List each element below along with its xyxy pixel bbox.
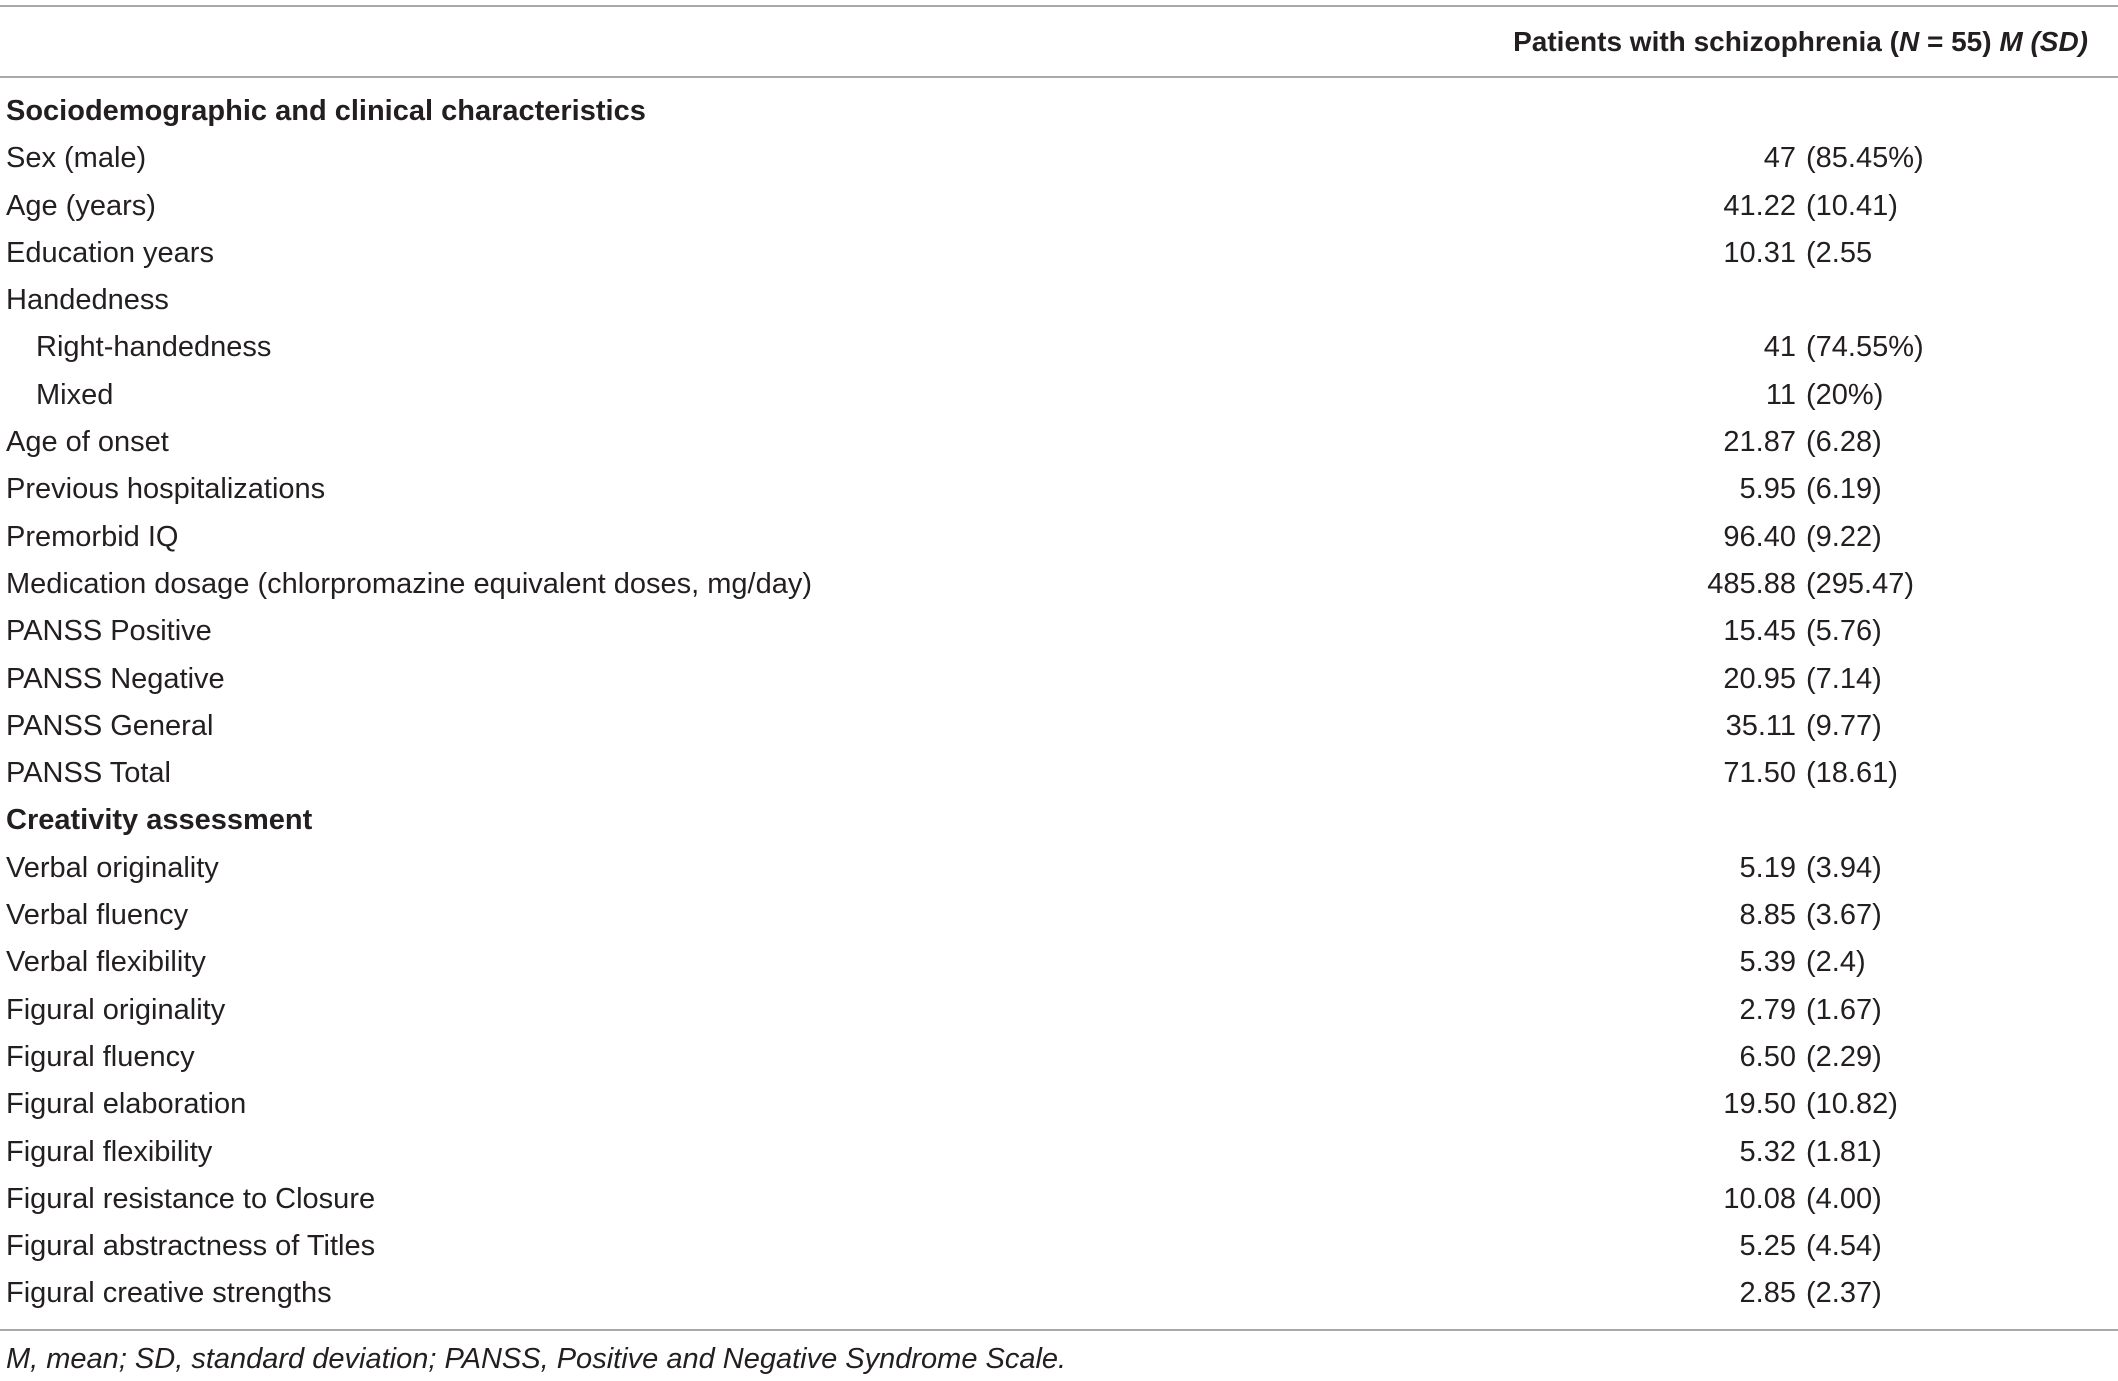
- row-value: [1600, 230, 1960, 277]
- row-value: [1600, 1270, 1960, 1317]
- table-row: [0, 608, 2118, 655]
- table-row: [0, 1129, 2118, 1176]
- row-sd: (6.28): [1806, 426, 1882, 459]
- table-row: [0, 1034, 2118, 1081]
- row-label: Education years: [6, 236, 214, 269]
- row-sd: (2.29): [1806, 1040, 1882, 1073]
- row-label: Verbal fluency: [6, 899, 189, 932]
- row-mean: 20.95: [1723, 662, 1796, 695]
- row-label: PANSS Total: [6, 757, 171, 790]
- row-value: [1600, 608, 1960, 655]
- row-mean: 6.50: [1739, 1040, 1796, 1073]
- section-header-row: [0, 797, 2118, 844]
- row-label: Figural creative strengths: [6, 1277, 332, 1310]
- row-label: Previous hospitalizations: [6, 473, 326, 506]
- row-sd: (3.67): [1806, 899, 1882, 932]
- row-value: [1600, 1034, 1960, 1081]
- table-row: [0, 230, 2118, 277]
- row-mean: 10.31: [1723, 236, 1796, 269]
- row-mean: 41.22: [1723, 189, 1796, 222]
- row-sd: (9.77): [1806, 709, 1882, 742]
- table-row: [0, 419, 2118, 466]
- section-title: Creativity assessment: [6, 804, 313, 837]
- section-title: Sociodemographic and clinical characteristics: [6, 95, 646, 127]
- row-sd: (85.45%): [1806, 142, 1924, 175]
- row-mean: 485.88: [1707, 567, 1796, 600]
- row-value: [1600, 561, 1960, 608]
- row-mean: 2.85: [1739, 1277, 1796, 1310]
- row-sd: (1.81): [1806, 1135, 1882, 1168]
- table-row: [0, 1176, 2118, 1223]
- row-label: Right-handedness: [36, 331, 272, 364]
- row-mean: 19.50: [1723, 1088, 1796, 1121]
- row-label: Figural flexibility: [6, 1135, 213, 1168]
- row-mean: 35.11: [1725, 709, 1796, 742]
- top-rule: [0, 5, 2118, 7]
- row-label: Premorbid IQ: [6, 520, 179, 553]
- row-sd: (6.19): [1806, 473, 1882, 506]
- row-label: Sex (male): [6, 142, 147, 175]
- table-row: [0, 466, 2118, 513]
- table-row: [0, 892, 2118, 939]
- table-row: [0, 514, 2118, 561]
- row-sd: (295.47): [1806, 567, 1915, 600]
- row-value: [1600, 703, 1960, 750]
- table-row: [0, 1081, 2118, 1128]
- row-label: Figural abstractness of Titles: [6, 1230, 376, 1263]
- row-value: [1600, 1176, 1960, 1223]
- row-sd: (4.54): [1806, 1230, 1882, 1263]
- row-mean: 21.87: [1723, 426, 1796, 459]
- row-sd: (3.94): [1806, 851, 1882, 884]
- row-mean: 5.32: [1739, 1135, 1796, 1168]
- row-label: PANSS General: [6, 709, 214, 742]
- row-value: [1600, 656, 1960, 703]
- row-value: [1600, 514, 1960, 561]
- row-sd: (18.61): [1806, 757, 1898, 790]
- row-mean: 11: [1765, 378, 1796, 411]
- row-mean: 10.08: [1723, 1182, 1796, 1215]
- row-label: Medication dosage (chlorpromazine equivalent doses, mg/day): [6, 567, 812, 600]
- row-label: Verbal flexibility: [6, 946, 206, 979]
- row-value: [1600, 1129, 1960, 1176]
- bottom-rule: [0, 1329, 2118, 1331]
- column-header-n: N: [1898, 26, 1920, 57]
- table-row: [0, 135, 2118, 182]
- row-sd: (10.41): [1806, 189, 1898, 222]
- row-label: Age of onset: [6, 426, 169, 459]
- row-sd: (2.4): [1806, 946, 1866, 979]
- row-value: [1600, 135, 1960, 182]
- row-label: Handedness: [6, 284, 169, 317]
- row-label: Figural fluency: [6, 1040, 195, 1073]
- row-value: [1600, 324, 1960, 371]
- row-mean: 5.39: [1739, 946, 1796, 979]
- column-header-stat: M (SD): [1999, 26, 2088, 57]
- row-value: [1600, 892, 1960, 939]
- table-body: [0, 88, 2118, 1318]
- row-sd: (2.55: [1806, 236, 1873, 269]
- row-mean: 2.79: [1739, 993, 1796, 1026]
- row-sd: (10.82): [1806, 1088, 1898, 1121]
- table-row: [0, 703, 2118, 750]
- row-label: PANSS Positive: [6, 615, 212, 648]
- table-footnote: M, mean; SD, standard deviation; PANSS, Positive and Negative Syndrome Scale.: [6, 1343, 1067, 1375]
- row-label: Figural resistance to Closure: [6, 1182, 376, 1215]
- row-label: Verbal originality: [6, 851, 219, 884]
- row-value: [1600, 466, 1960, 513]
- table-row: [0, 277, 2118, 324]
- row-label: Age (years): [6, 189, 156, 222]
- row-label: PANSS Negative: [6, 662, 225, 695]
- row-mean: 5.19: [1739, 851, 1796, 884]
- row-label: Figural elaboration: [6, 1088, 247, 1121]
- column-header-n-value: = 55): [1919, 26, 2000, 57]
- row-sd: (1.67): [1806, 993, 1882, 1026]
- row-value: [1600, 939, 1960, 986]
- row-value: [1600, 845, 1960, 892]
- row-sd: (74.55%): [1806, 331, 1924, 364]
- table-row: [0, 561, 2118, 608]
- row-sd: (9.22): [1806, 520, 1882, 553]
- row-value: [1600, 1223, 1960, 1270]
- row-mean: 96.40: [1723, 520, 1796, 553]
- row-sd: (20%): [1806, 378, 1884, 411]
- row-mean: 71.50: [1723, 757, 1796, 790]
- row-mean: 41: [1763, 331, 1796, 364]
- row-mean: 47: [1763, 142, 1796, 175]
- row-value: [1600, 987, 1960, 1034]
- table-row: [0, 939, 2118, 986]
- section-header-row: [0, 88, 2118, 135]
- table-row: [0, 656, 2118, 703]
- header-rule: [0, 76, 2118, 78]
- row-label: Figural originality: [6, 993, 226, 1026]
- table-row: [0, 183, 2118, 230]
- row-sd: (7.14): [1806, 662, 1882, 695]
- table-row: [0, 1270, 2118, 1317]
- table-row: [0, 1223, 2118, 1270]
- table-row: [0, 987, 2118, 1034]
- row-mean: 5.95: [1739, 473, 1796, 506]
- row-value: [1600, 750, 1960, 797]
- table-row: [0, 324, 2118, 371]
- row-label: Mixed: [36, 378, 114, 411]
- table-row: [0, 372, 2118, 419]
- row-mean: 8.85: [1739, 899, 1796, 932]
- row-value: [1600, 419, 1960, 466]
- table-row: [0, 845, 2118, 892]
- row-mean: 5.25: [1739, 1230, 1796, 1263]
- column-header-prefix: Patients with schizophrenia (: [1513, 26, 1899, 57]
- row-value: [1600, 372, 1960, 419]
- row-value: [1600, 183, 1960, 230]
- row-value: [1600, 1081, 1960, 1128]
- column-header: [1100, 18, 2088, 66]
- row-mean: 15.45: [1723, 615, 1796, 648]
- row-sd: (5.76): [1806, 615, 1882, 648]
- table-row: [0, 750, 2118, 797]
- row-sd: (4.00): [1806, 1182, 1882, 1215]
- row-sd: (2.37): [1806, 1277, 1882, 1310]
